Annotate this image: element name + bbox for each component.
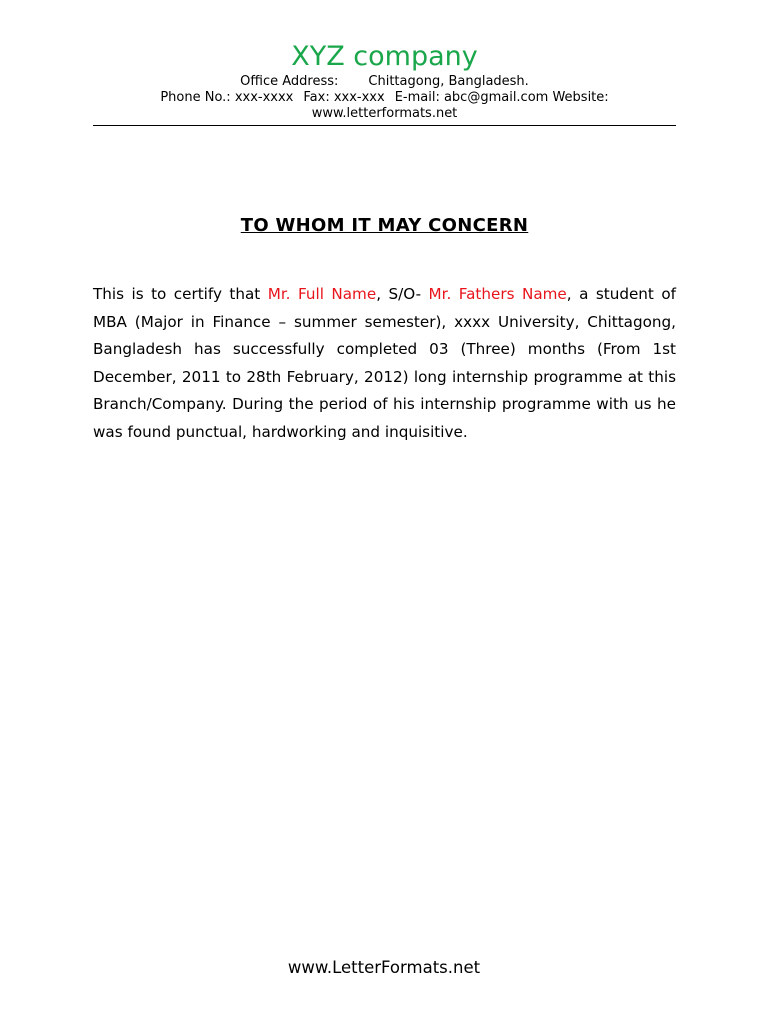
company-name: XYZ company — [291, 41, 478, 72]
certificate-body — [93, 281, 676, 447]
footer-website: www.LetterFormats.net — [287, 958, 481, 977]
header-divider — [93, 125, 676, 126]
office-address-label: Office Address: — [240, 74, 339, 89]
letterhead-website: www.letterformats.net — [311, 106, 458, 121]
letterhead — [93, 40, 676, 122]
father-name: Mr. Fathers Name — [428, 285, 567, 303]
office-address-value: Chittagong, Bangladesh. — [368, 74, 529, 89]
student-name: Mr. Full Name — [267, 285, 377, 303]
contact-details-line — [93, 90, 676, 106]
office-address-line — [93, 74, 676, 90]
body-son-of: , S/O- — [376, 285, 429, 303]
fax-number: Fax: xxx-xxx — [303, 90, 385, 105]
body-intro: This is to certify that — [93, 285, 268, 303]
email-website-label: E-mail: abc@gmail.com Website: — [394, 90, 609, 105]
body-details: , a student of MBA (Major in Finance – summer semester), xxxx University, Chittagong, Bangladesh has successfully completed 03 (Three) months (From 1st December, 2011 to 28th February, 2012) long internship programme at this Branch/Company. During the period of his internship programme with us he was found punctual, hardworking and inquisitive. — [93, 285, 676, 441]
document-title: TO WHOM IT MAY CONCERN — [240, 215, 529, 236]
phone-number: Phone No.: xxx-xxxx — [160, 90, 294, 105]
